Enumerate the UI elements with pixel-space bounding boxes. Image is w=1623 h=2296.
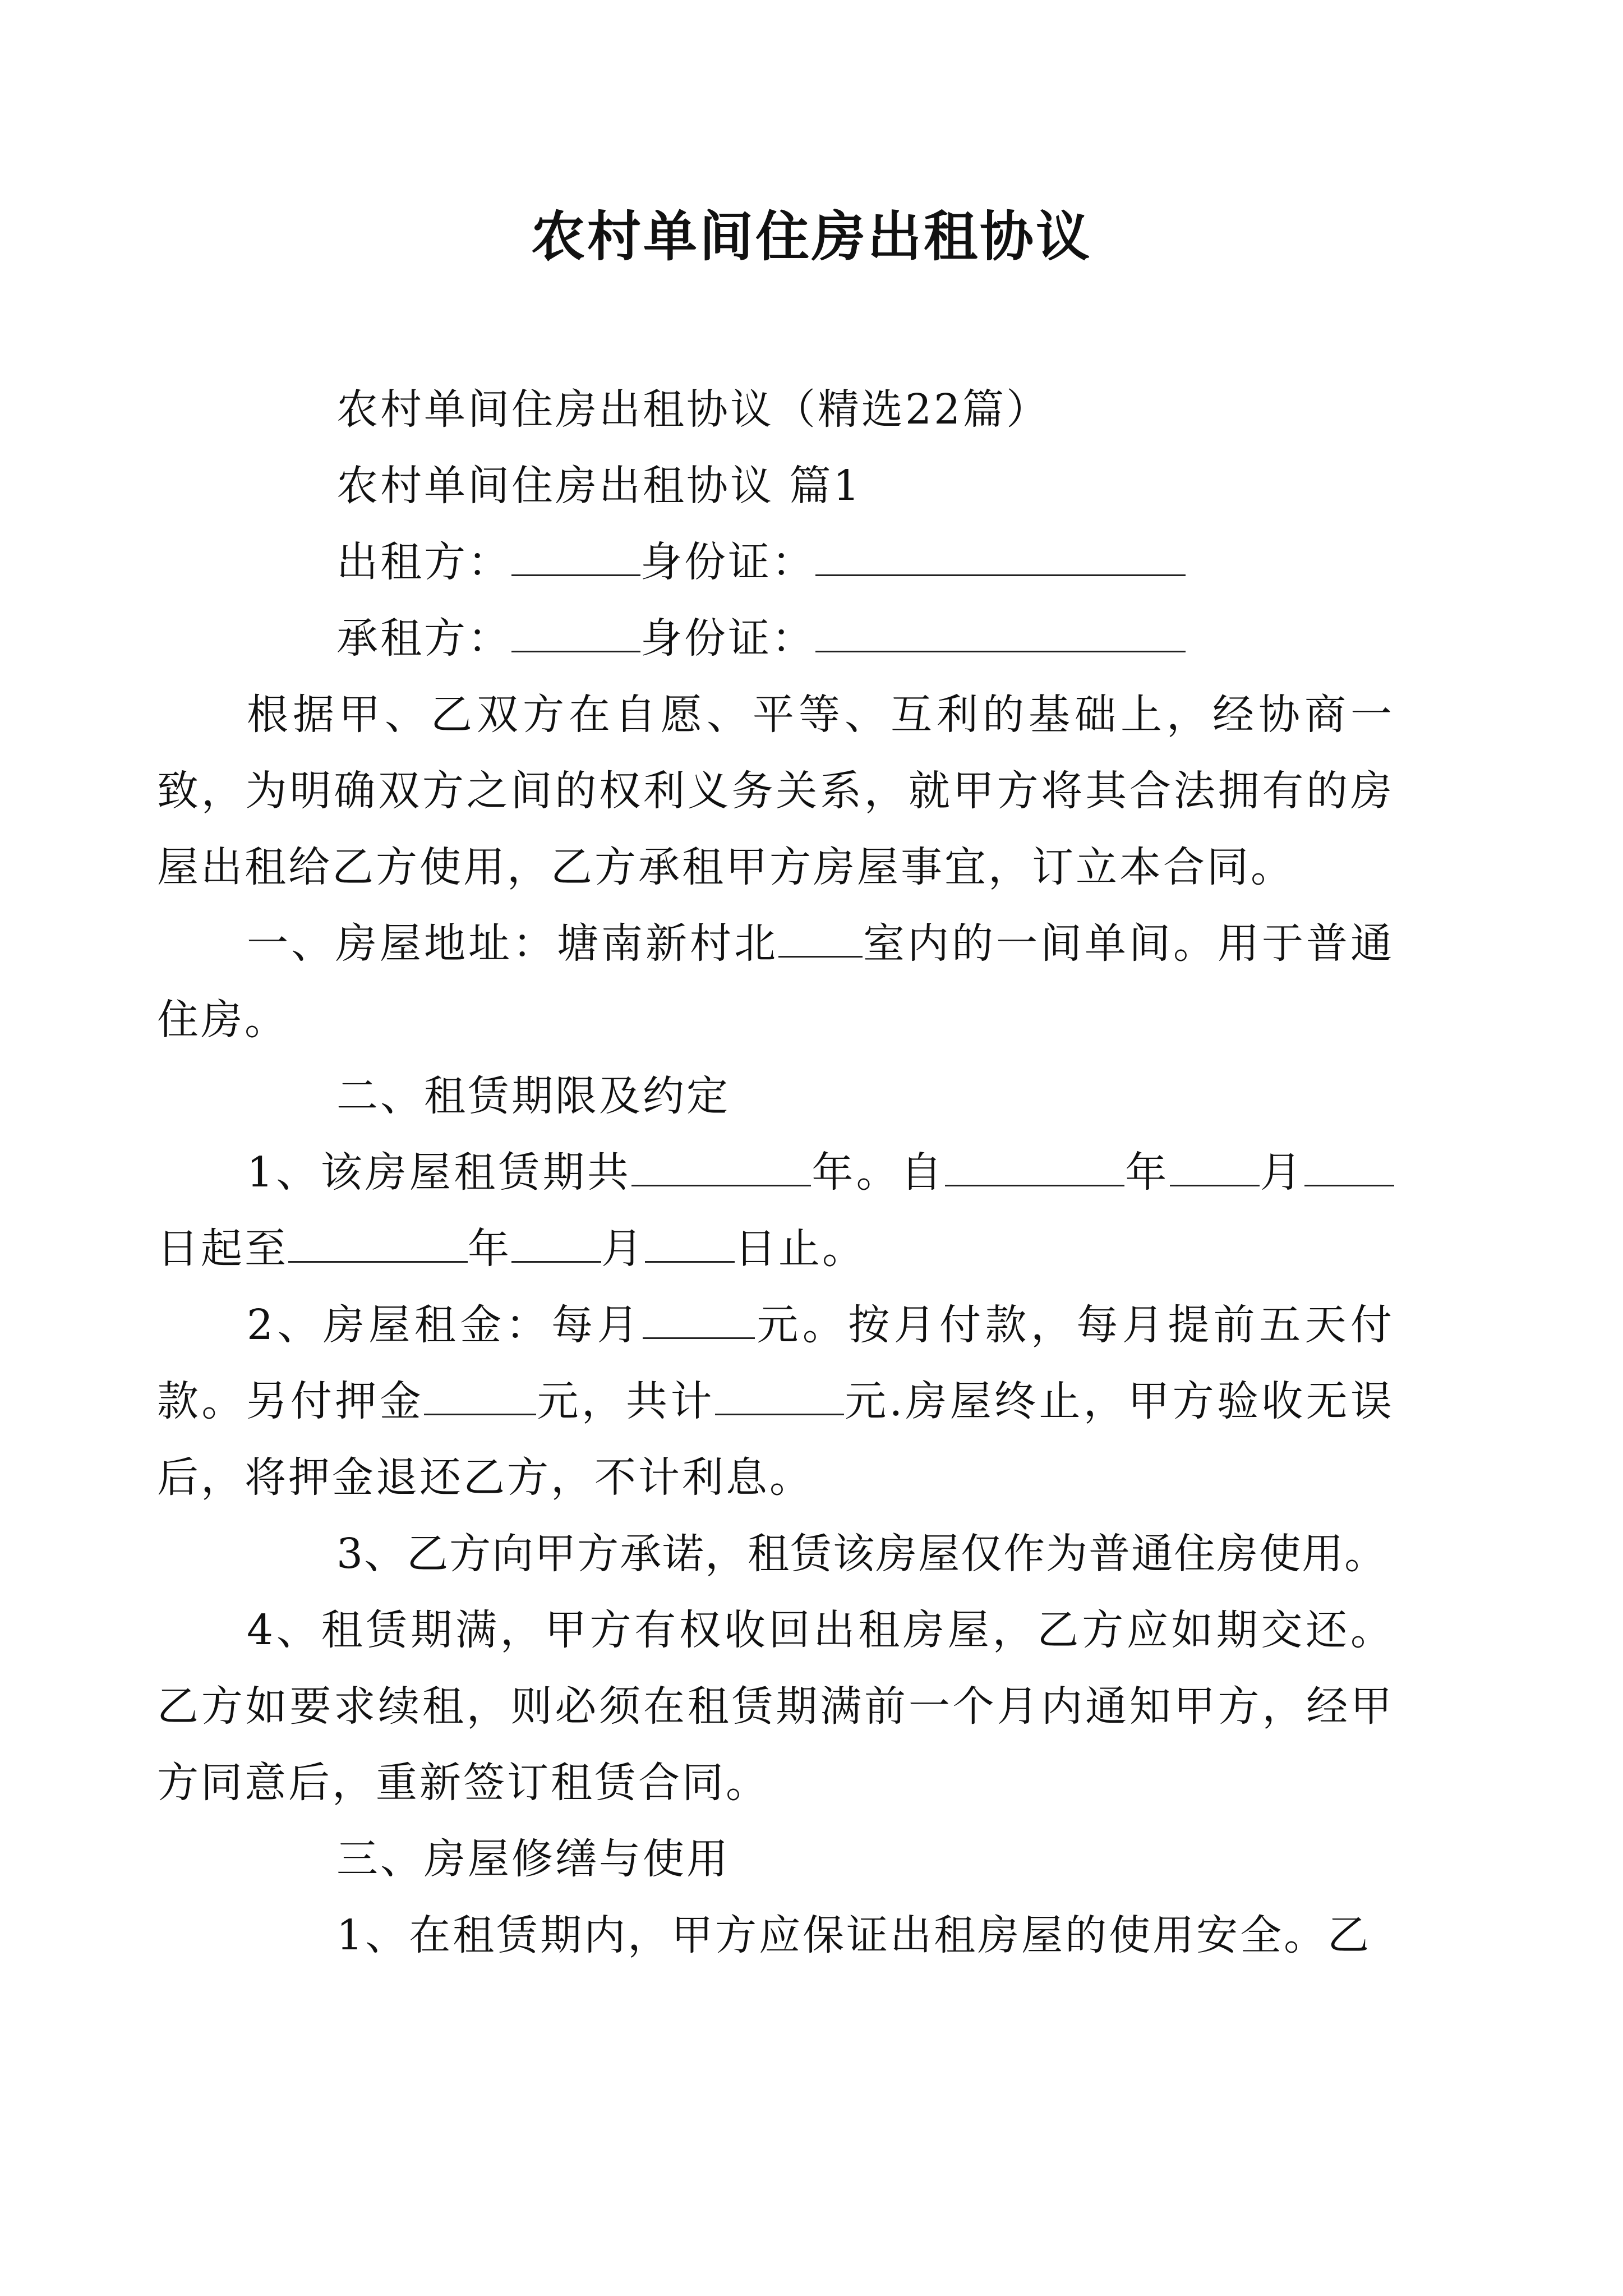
term-text-1f: 年	[468, 1225, 511, 1273]
term-text-1d: 月	[1259, 1148, 1305, 1197]
rent-text-a: 2、房屋租金：每月	[247, 1301, 643, 1349]
lessor-name-blank	[511, 540, 640, 576]
lessee-id-label: 身份证：	[640, 614, 815, 662]
lessor-id-blank	[815, 540, 1186, 576]
repair-paragraph: 1、在租赁期内，甲方应保证出租房屋的使用安全。乙	[336, 1911, 1372, 1959]
start-year-blank	[945, 1150, 1124, 1186]
lessor-label: 出租方：	[336, 538, 511, 586]
repair-heading: 三、房屋修缮与使用	[336, 1835, 730, 1883]
term-text-1b: 年。自	[811, 1148, 946, 1197]
lessee-line	[247, 600, 1394, 677]
monthly-rent-blank	[643, 1303, 755, 1339]
end-day-blank	[645, 1226, 735, 1263]
subtitle: 农村单间住房出租协议（精选22篇）	[336, 385, 1050, 434]
document-body	[157, 371, 1394, 1973]
term-text-1a: 1、该房屋租赁期共	[247, 1148, 632, 1197]
lessee-name-blank	[511, 616, 640, 652]
term-paragraph	[157, 1134, 1394, 1287]
end-year-blank	[288, 1226, 468, 1263]
term-years-blank	[631, 1150, 811, 1186]
rent-text-d: 元.房屋终止，甲方验收无误后，将押金退还乙方，不计利息。	[157, 1377, 1394, 1502]
document-title: 农村单间住房出租协议	[531, 205, 1092, 268]
address-text-a: 一、房屋地址：塘南新村北	[247, 919, 778, 968]
deposit-blank	[424, 1379, 536, 1415]
renew-paragraph: 4、租赁期满，甲方有权收回出租房屋，乙方应如期交还。乙方如要求续租，则必须在租赁期满前一个月内通知甲方，经甲方同意后，重新签订租赁合同。	[157, 1606, 1394, 1807]
term-text-1g: 月	[601, 1225, 645, 1273]
rent-text-c: 元，共计	[536, 1377, 715, 1425]
end-month-blank	[511, 1226, 601, 1263]
section-heading: 农村单间住房出租协议 篇1	[336, 462, 862, 510]
start-day-blank	[1304, 1150, 1394, 1186]
rent-text-b: 元。按月付款，每月提前五天付款。另付押金	[157, 1301, 1394, 1425]
room-number-blank	[778, 921, 863, 958]
term-heading: 二、租赁期限及约定	[336, 1072, 730, 1120]
term-text-1h: 日止。	[735, 1225, 866, 1273]
lessee-label: 承租方：	[336, 614, 511, 662]
start-month-blank	[1170, 1150, 1260, 1186]
term-text-1e: 日起至	[157, 1225, 288, 1273]
total-blank	[715, 1379, 844, 1415]
address-text-b: 室内的一间单间。用于普通住房。	[157, 919, 1394, 1044]
lessor-id-label: 身份证：	[640, 538, 815, 586]
intro-paragraph: 根据甲、乙双方在自愿、平等、互利的基础上，经协商一致，为明确双方之间的权利义务关系，就甲方将其合法拥有的房屋出租给乙方使用，乙方承租甲方房屋事宜，订立本合同。	[157, 691, 1394, 891]
term-text-1c: 年	[1124, 1148, 1170, 1197]
use-paragraph: 3、乙方向甲方承诺，租赁该房屋仅作为普通住房使用。	[336, 1530, 1387, 1578]
address-paragraph	[157, 905, 1394, 1058]
rent-paragraph	[157, 1287, 1394, 1516]
lessor-line	[247, 524, 1394, 600]
lessee-id-blank	[815, 616, 1186, 652]
